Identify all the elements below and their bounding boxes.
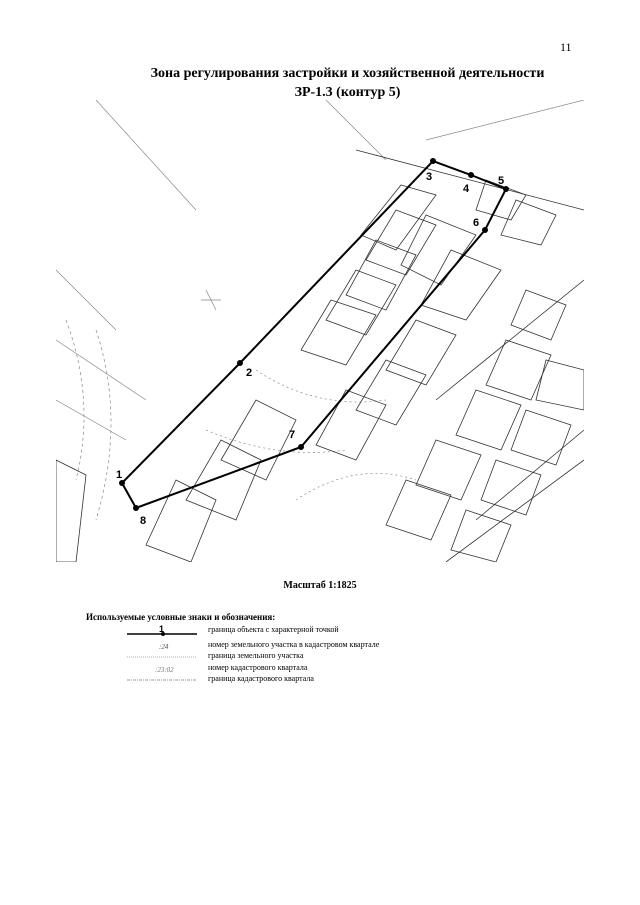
object-boundary-symbol (125, 625, 205, 637)
legend-text-5: граница кадастрового квартала (208, 674, 314, 683)
title-line-1: Зона регулирования застройки и хозяйственной деятельности (150, 66, 545, 81)
legend-text-4: номер кадастрового квартала (208, 663, 308, 672)
point-label-3: 3 (426, 171, 433, 183)
map-scale: Масштаб 1:1825 (283, 580, 357, 591)
legend-symbol-label-2: :24 (159, 643, 169, 651)
point-label-4: 4 (463, 183, 470, 195)
point-label-8: 8 (140, 515, 147, 527)
point-label-7: 7 (289, 429, 296, 441)
point-label-1: 1 (116, 469, 123, 481)
parcel-boundary-symbol (125, 651, 205, 663)
legend-symbol-label-1: 1 (159, 625, 165, 634)
land-parcels (56, 150, 584, 562)
legend-symbol-label-4: :23:02 (155, 666, 174, 674)
page-number: 11 (560, 40, 572, 54)
legend-item-parcel-boundary (125, 651, 485, 662)
boundary-point-2 (237, 360, 243, 366)
boundary-point-4 (468, 172, 474, 178)
boundary-point-3 (430, 158, 436, 164)
cadastral-map (56, 100, 584, 562)
legend-text-3: граница земельного участка (208, 651, 304, 660)
boundary-point-8 (133, 505, 139, 511)
boundary-point-6 (482, 227, 488, 233)
legend-item-quarter-number (125, 663, 485, 674)
legend-item-quarter-boundary (125, 674, 485, 685)
title-line-2: ЗР-1.3 (контур 5) (294, 85, 401, 100)
legend-text-2: номер земельного участка в кадастровом квартале (208, 640, 380, 649)
legend-text-1: граница объекта с характерной точкой (208, 625, 339, 634)
object-boundary (116, 158, 509, 527)
boundary-point-7 (298, 444, 304, 450)
legend-item-object-boundary (125, 625, 485, 636)
legend-item-parcel-number (125, 640, 485, 651)
map-background-lines (56, 100, 584, 520)
legend-title: Используемые условные знаки и обозначения: (86, 612, 276, 622)
point-label-2: 2 (246, 367, 253, 379)
point-label-5: 5 (498, 175, 505, 187)
quarter-boundary-symbol (125, 674, 205, 686)
page-title (0, 64, 640, 102)
point-label-6: 6 (473, 217, 480, 229)
